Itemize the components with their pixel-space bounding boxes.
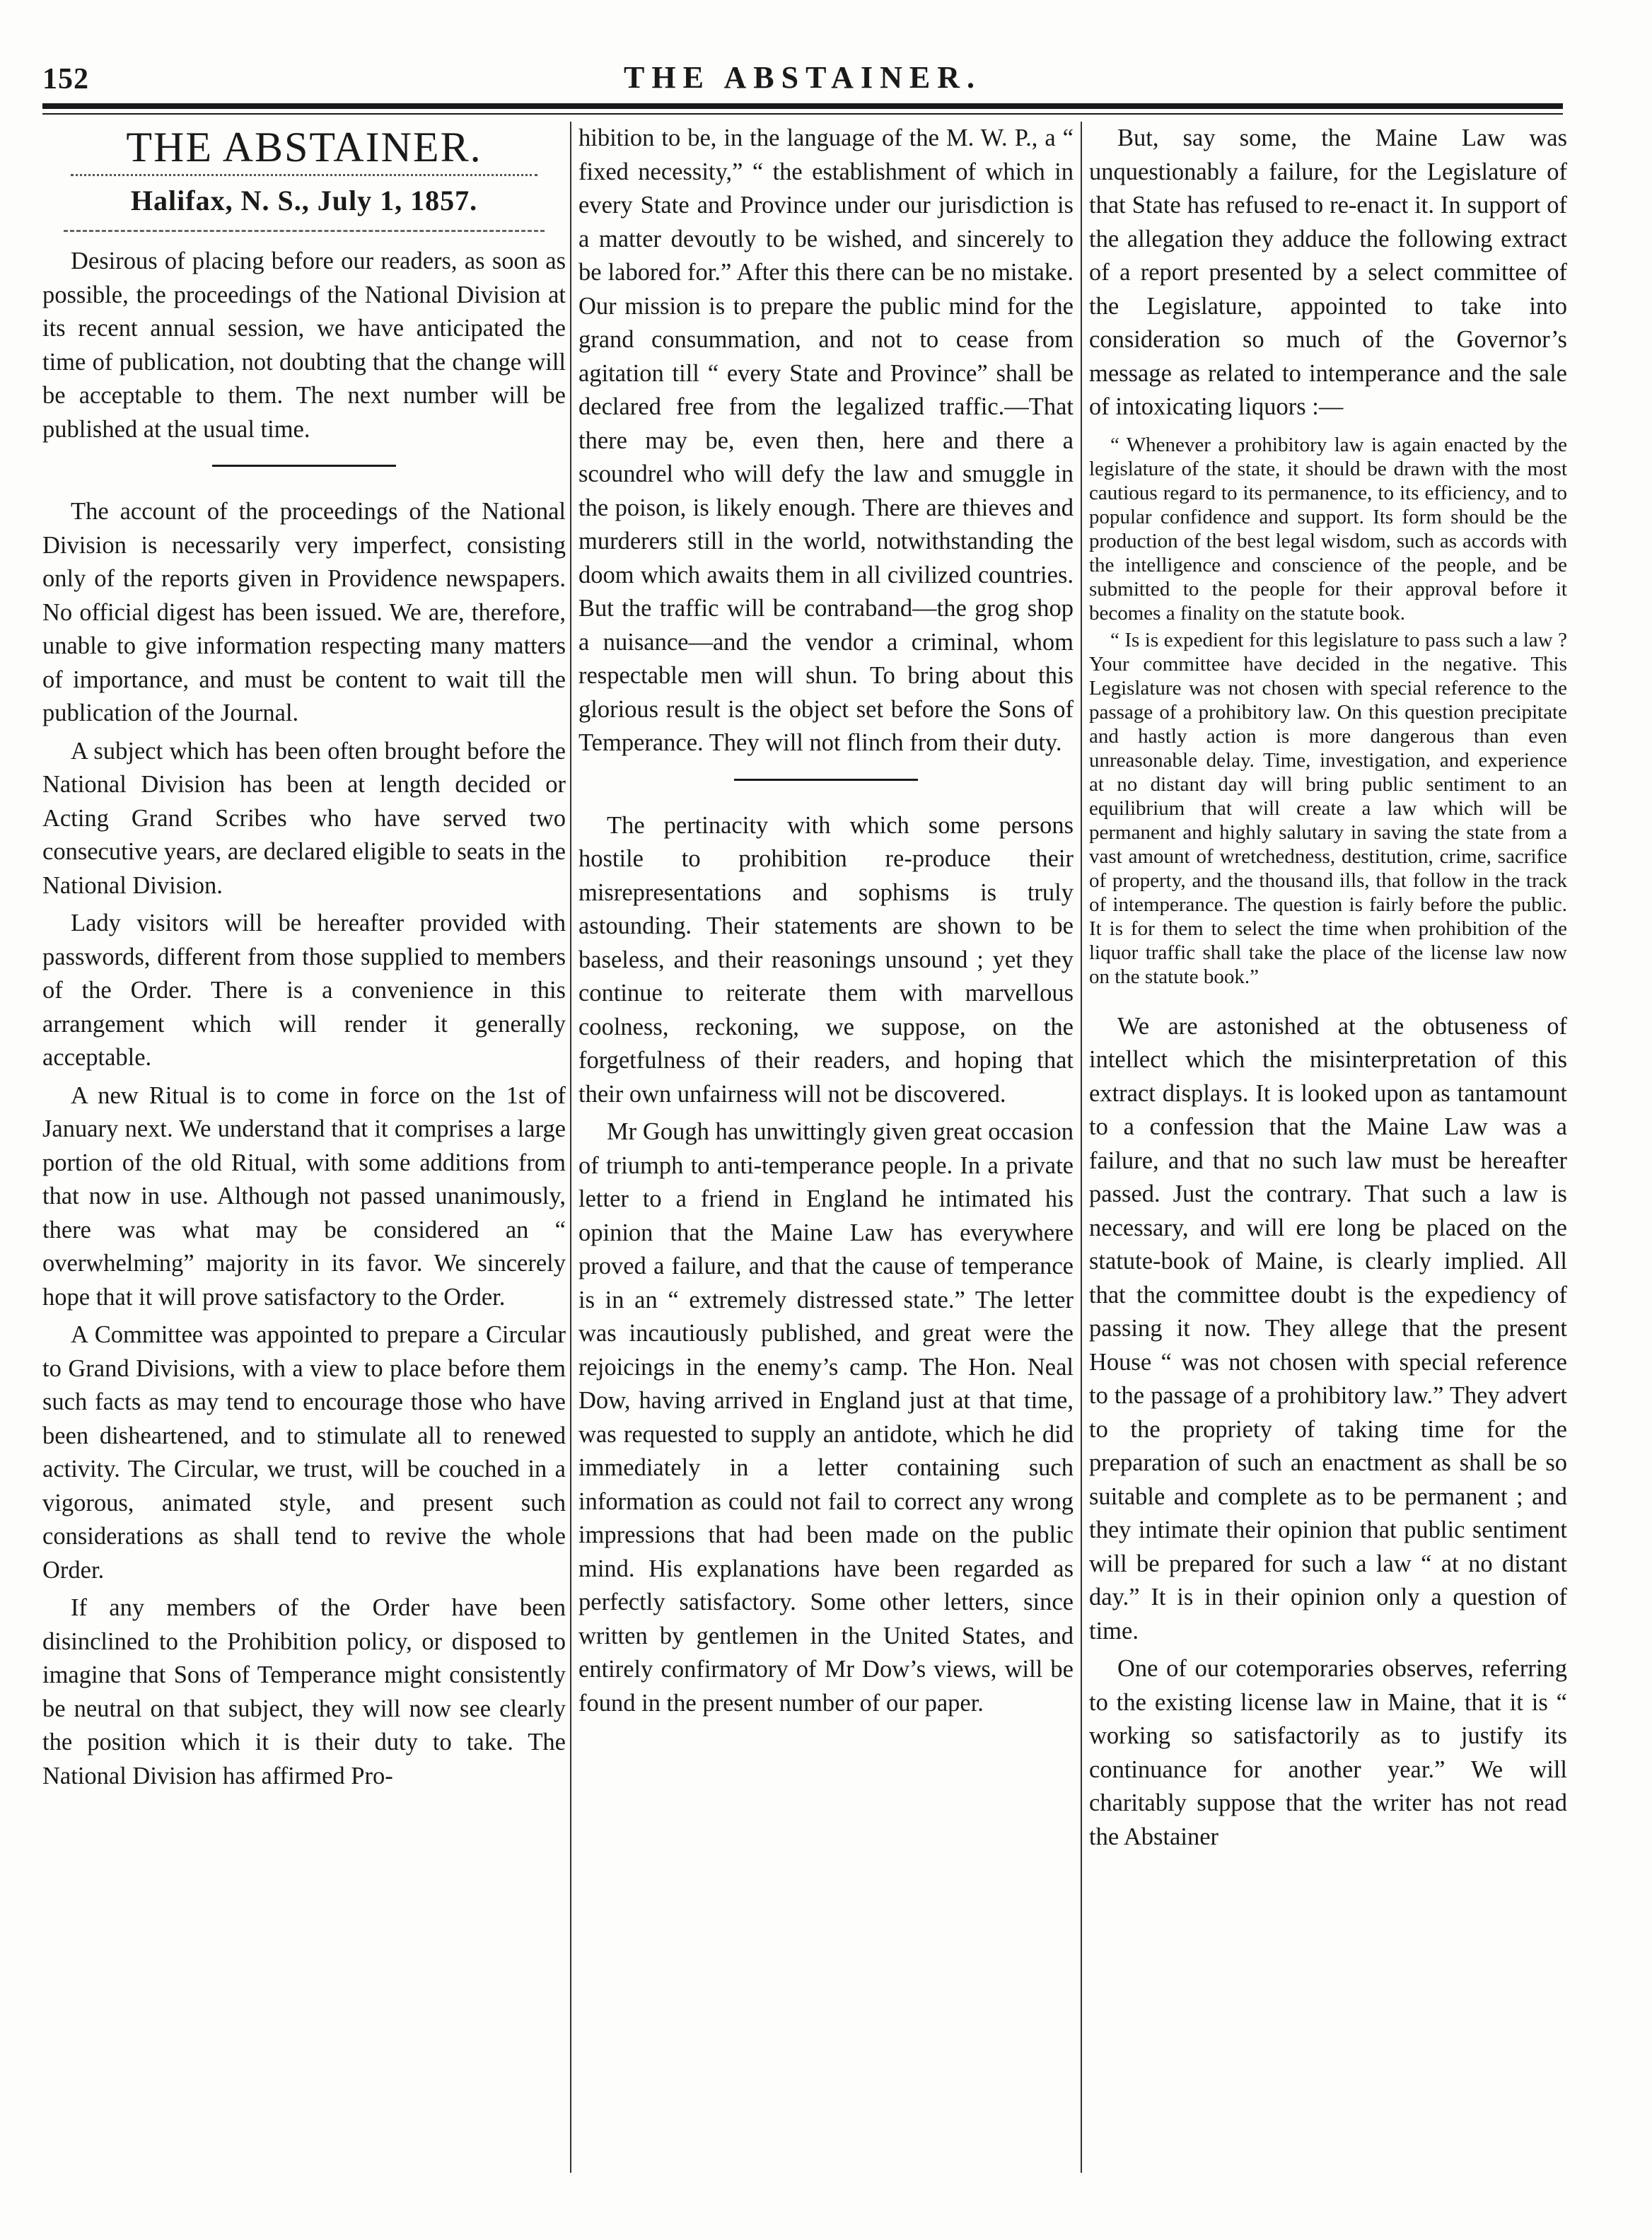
paragraph: hibition to be, in the language of the M. W. P., a “ fixed necessity,” “ the establishment of which in every State and Province under our jurisdiction is a matter devoutly to be wished, and sincerely to be labored for.” After this there can be no mistake. Our mission is to prepare the public mind for the grand consummation, and not to cease from agitation till “ every State and Province” shall be declared free from the legalized traffic.—That there may be, even then, here and there a scoundrel who will defy the law and smuggle in the poison, is likely enough. There are thieves and murderers still in the world, notwithstanding the doom which awaits them in all civilized countries. But the traffic will be contraband—the grog shop a nuisance—and the vendor a criminal, whom respectable men will shun. To bring about this glorious result is the object set before the Sons of Temperance. They will not flinch from their duty.: [578, 124, 1074, 756]
page-number: 152: [42, 63, 89, 95]
dateline-rule: [64, 221, 545, 232]
quote-paragraph: “ Is is expedient for this legislature to pass such a law ? Your committee have decided in the negative. This Legislature was not chosen with special reference to the passage of a prohibitory law. On this question precipitate and hastly action is more dangerous than even unreasonable delay. Time, investigation, and experience at no distant day will bring public sentiment to an equilibrium that will create a law which will be permanent and highly salutary in saving the state from a vast amount of wretchedness, destitution, crime, sacrifice of property, and the thousand ills, that follow in the track of intemperance. The question is fairly before the public. It is for them to select the time when prohibition of the liquor traffic shall take the place of the license law now on the statute book.”: [1089, 628, 1567, 988]
paragraph: A subject which has been often brought before the National Division has been at length decided or Acting Grand Scribes who have served two consecutive years, are declared eligible to seats in the National Division.: [42, 737, 566, 899]
masthead-dotted-rule: [71, 174, 537, 183]
header-rule-thick: [42, 103, 1563, 109]
column-1: [42, 122, 566, 2215]
section-divider: [212, 465, 396, 467]
paragraph: A Committee was appointed to prepare a Circular to Grand Divisions, with a view to place before them such facts as may tend to encourage those who have been disheartened, and to stimulate all to renewed activity. The Circular, we trust, will be couched in a vigorous, animated style, and present such considerations as shall tend to revive the whole Order.: [42, 1321, 566, 1584]
paragraph: Lady visitors will be hereafter provided with passwords, different from those supplied to members of the Order. There is a convenience in this arrangement which will render it generally acceptable.: [42, 910, 566, 1071]
page-header: [42, 57, 1563, 106]
paragraph: The pertinacity with which some persons hostile to prohibition re-produce their misrepresentations and sophisms is truly astounding. Their statements are shown to be baseless, and their reasonings unsound ; yet they continue to reiterate them with marvellous coolness, reckoning, we suppose, on the forgetfulness of their readers, and hoping that their own unfairness will not be discovered.: [578, 811, 1074, 1108]
paragraph: The account of the proceedings of the National Division is necessarily very imperfect, consisting only of the reports given in Providence newspapers. No official digest has been issued. We are, therefore, unable to give information respecting many matters of importance, and must be content to wait till the publication of the Journal.: [42, 498, 566, 726]
running-title: THE ABSTAINER.: [624, 60, 982, 95]
header-rule-thin: [42, 113, 1563, 115]
dateline: Halifax, N. S., July 1, 1857.: [130, 185, 478, 216]
paragraph: We are astonished at the obtuseness of intellect which the misinterpretation of this extract displays. It is looked upon as tantamount to a confession that the Maine Law was a failure, and that no such law must be hereafter passed. Just the contrary. That such a law is necessary, and will ere long be placed on the statute-book of Maine, is clearly implied. All that the committee doubt is the expediency of passing it now. They allege that the present House “ was not chosen with special reference to the passage of a prohibitory law.” They advert to the propriety of taking time for the preparation of such an enactment as shall be so suitable and complete as to be permanent ; and they intimate their opinion that public sentiment will be prepared for such a law “ at no distant day.” It is in their opinion only a question of time.: [1089, 1012, 1567, 1644]
masthead-title: THE ABSTAINER.: [126, 124, 482, 170]
column-3: [1089, 122, 1567, 2215]
column-2: [578, 122, 1074, 2215]
paragraph: If any members of the Order have been disinclined to the Prohibition policy, or disposed to imagine that Sons of Temperance might consistently be neutral on that subject, they will now see clearly the position which it is their duty to take. The National Division has affirmed Pro-: [42, 1594, 566, 1789]
section-divider: [734, 779, 918, 781]
paragraph: Desirous of placing before our readers, as soon as possible, the proceedings of the National Division at its recent annual session, we have anticipated the time of publication, not doubting that the change will be acceptable to them. The next number will be published at the usual time.: [42, 248, 566, 443]
paragraph: But, say some, the Maine Law was unquestionably a failure, for the Legislature of that State has refused to re-enact it. In support of the allegation they adduce the following extract of a report presented by a select committee of the Legislature, appointed to take into consideration so much of the Governor’s message as related to intemperance and the sale of intoxicating liquors :—: [1089, 124, 1567, 420]
paragraph: A new Ritual is to come in force on the 1st of January next. We understand that it comprises a large portion of the old Ritual, with some additions from that now in use. Although not passed unanimously, there was what may be considered an “ overwhelming” majority in its favor. We sincerely hope that it will prove satisfactory to the Order.: [42, 1081, 566, 1311]
column-divider: [1081, 122, 1082, 2173]
column-divider: [570, 122, 571, 2173]
paragraph: One of our cotemporaries observes, referring to the existing license law in Maine, that it is “ working so satisfactorily as to justify its continuance for another year.” We will charitably suppose that the writer has not read the Abstainer: [1089, 1655, 1567, 1850]
paragraph: Mr Gough has unwittingly given great occasion of triumph to anti-temperance people. In a private letter to a friend in England he intimated his opinion that the Maine Law has everywhere proved a failure, and that the cause of temperance is in an “ extremely distressed state.” The letter was incautiously published, and great were the rejoicings in the enemy’s camp. The Hon. Neal Dow, having arrived in England just at that time, was requested to supply an antidote, which he did immediately in a letter containing such information as could not fail to correct any wrong impressions that had been made on the public mind. His explanations have been regarded as perfectly satisfactory. Some other letters, since written by gentlemen in the United States, and entirely confirmatory of Mr Dow’s views, will be found in the present number of our paper.: [578, 1118, 1074, 1717]
quote-paragraph: “ Whenever a prohibitory law is again enacted by the legislature of the state, it should be drawn with the most cautious regard to its permanence, to its efficiency, and to popular confidence and support. Its form should be the production of the best legal wisdom, such as accords with the intelligence and conscience of the people, and be submitted to the people for their approval before it becomes a finality on the statute book.: [1089, 433, 1567, 625]
quoted-report: [1089, 433, 1567, 989]
